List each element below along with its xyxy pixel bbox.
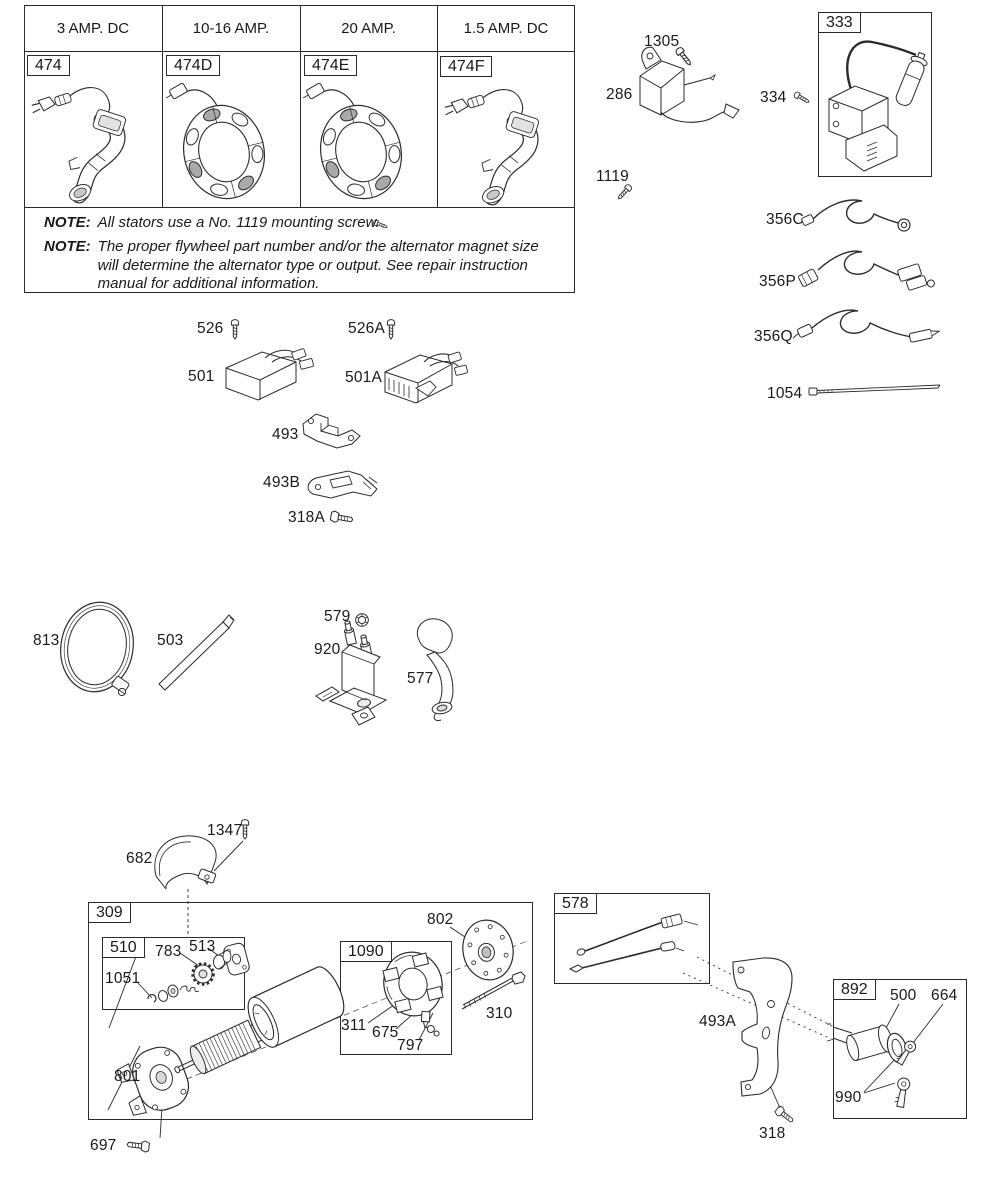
callout-664: 664 (931, 987, 958, 1004)
part-label-474F: 474F (440, 56, 492, 77)
callout-500: 500 (890, 987, 917, 1004)
note-prefix: NOTE: (44, 214, 91, 231)
callout-356Q: 356Q (754, 328, 793, 345)
callout-526A: 526A (348, 320, 385, 337)
column-header-20amp: 20 AMP. (341, 20, 396, 37)
callout-797: 797 (397, 1037, 424, 1054)
part-label-474: 474 (27, 55, 70, 76)
bracket-493-drawing (303, 414, 360, 448)
regulator-501-drawing (226, 348, 314, 400)
group-label-333: 333 (818, 12, 861, 33)
callout-682: 682 (126, 850, 153, 867)
note-text: The proper flywheel part number and/or the alternator magnet size will determine the alternator type or output. See repair instruction manual for additional information. (97, 238, 539, 292)
callout-1051: 1051 (105, 970, 141, 987)
callout-334: 334 (760, 89, 787, 106)
note-text: All stators use a No. 1119 mounting screw. (97, 214, 380, 231)
group-label-892: 892 (833, 979, 876, 1000)
bolt-697-drawing (126, 1139, 149, 1153)
callout-310: 310 (486, 1005, 513, 1022)
screw-1347-drawing (241, 820, 248, 839)
callout-675: 675 (372, 1024, 399, 1041)
bracket-493B-drawing (308, 471, 377, 498)
callout-990: 990 (835, 1089, 862, 1106)
screw-1119-drawing (616, 184, 632, 201)
ignition-coil-drawing (829, 42, 930, 171)
cables-578-drawing (570, 914, 698, 972)
module-286-drawing (640, 47, 739, 122)
callout-501A: 501A (345, 369, 382, 386)
callout-493A: 493A (699, 1013, 736, 1030)
callout-783: 783 (155, 943, 182, 960)
column-header-3amp: 3 AMP. DC (56, 20, 130, 37)
strip-503-drawing (159, 615, 234, 690)
callout-356C: 356C (766, 211, 804, 228)
column-header-1-5amp: 1.5 AMP. DC (463, 20, 549, 37)
cable-tie-1054-drawing (809, 385, 940, 395)
callout-501: 501 (188, 368, 215, 385)
end-plate-802-drawing (458, 916, 518, 984)
callout-356P: 356P (759, 273, 796, 290)
callout-1347: 1347 (207, 822, 243, 839)
callout-1305: 1305 (644, 33, 680, 50)
wire-356C-drawing (801, 200, 910, 231)
part-label-474E: 474E (304, 55, 357, 76)
stator-3amp-drawing (32, 88, 127, 205)
note-prefix: NOTE: (44, 238, 91, 255)
screw-526A-drawing (387, 320, 394, 339)
callout-286: 286 (606, 86, 633, 103)
bolt-318-drawing (774, 1105, 796, 1125)
note-flywheel (44, 238, 563, 294)
part-label-474D: 474D (166, 55, 220, 76)
callout-697: 697 (90, 1137, 117, 1154)
group-label-309: 309 (88, 902, 131, 923)
callout-318A: 318A (288, 509, 325, 526)
bracket-920-drawing (316, 620, 386, 725)
stator-20amp-drawing (301, 83, 412, 208)
wire-356Q-drawing (790, 310, 940, 342)
bracket-493A-drawing (733, 958, 792, 1096)
callout-813: 813 (33, 632, 60, 649)
wire-356P-drawing (798, 251, 935, 295)
callout-318: 318 (759, 1125, 786, 1142)
bolt-318A-drawing (330, 511, 354, 526)
screw-334-drawing (793, 91, 810, 105)
key-2-drawing (894, 1077, 911, 1108)
clamp-813-drawing (54, 596, 141, 697)
callout-526: 526 (197, 320, 224, 337)
callout-577: 577 (407, 670, 434, 687)
callout-1119: 1119 (596, 168, 629, 185)
column-header-10-16amp: 10-16 AMP. (192, 20, 270, 37)
callout-579: 579 (324, 608, 351, 625)
callout-311: 311 (341, 1017, 367, 1034)
callout-1054: 1054 (767, 385, 803, 402)
callout-503: 503 (157, 632, 184, 649)
callout-493B: 493B (263, 474, 300, 491)
callout-920: 920 (314, 641, 341, 658)
leader-lines (108, 841, 943, 1138)
group-label-1090: 1090 (340, 941, 392, 962)
stator-10-16amp-drawing (164, 83, 275, 208)
callout-513: 513 (189, 938, 216, 955)
note-mounting-screw (44, 214, 418, 233)
callout-801: 801 (114, 1068, 141, 1085)
group-label-510: 510 (102, 937, 145, 958)
screw-526-drawing (231, 320, 238, 339)
cover-682-drawing (155, 836, 216, 889)
callout-493: 493 (272, 426, 299, 443)
group-label-578: 578 (554, 893, 597, 914)
callout-802: 802 (427, 911, 454, 928)
nut-579-drawing (356, 614, 369, 627)
regulator-501A-drawing (385, 352, 468, 403)
stator-1-5amp-drawing (445, 90, 540, 207)
